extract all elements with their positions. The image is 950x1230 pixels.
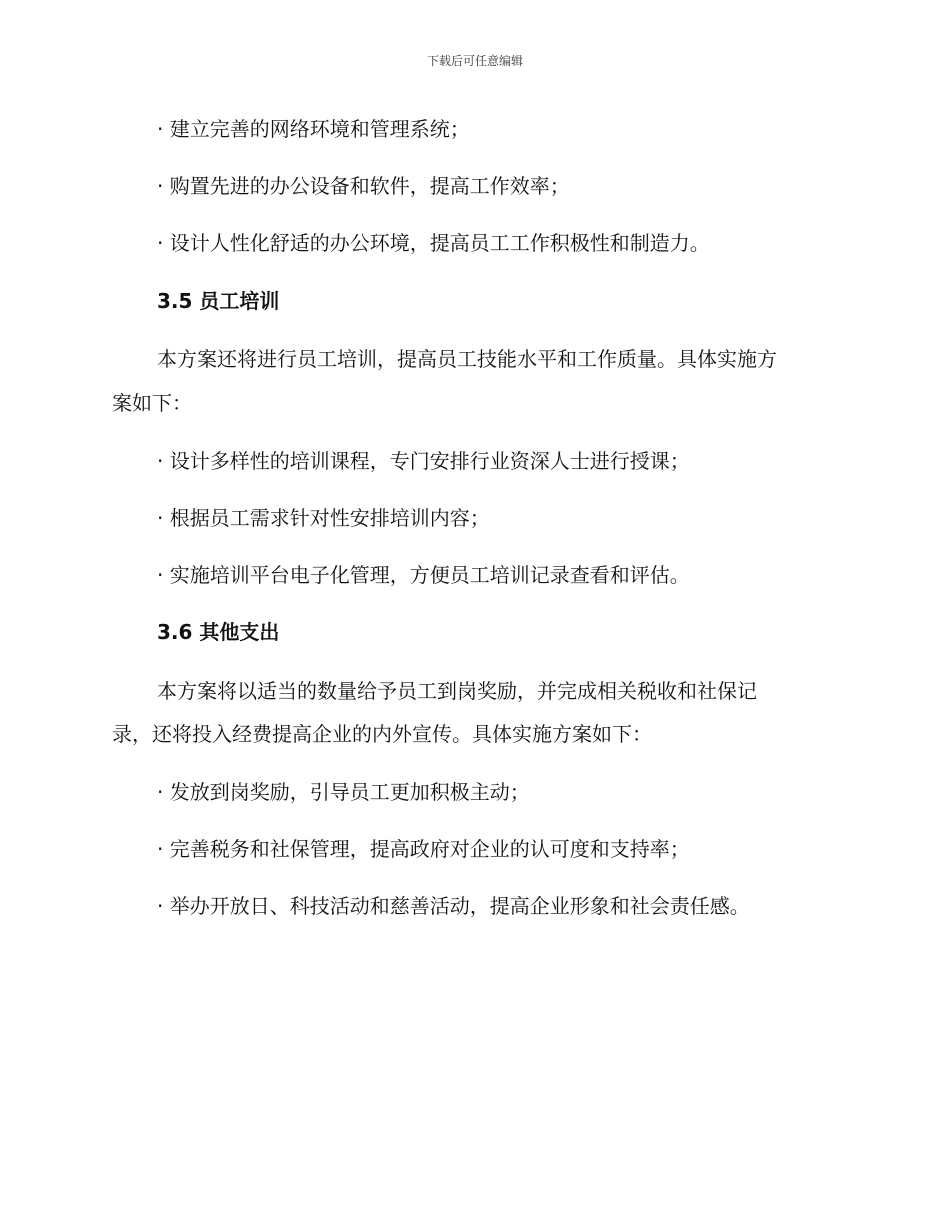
section-heading-3-5: 3.5 员工培训 — [157, 289, 280, 313]
paragraph-3-5-line-2: 案如下： — [112, 391, 192, 415]
bullet-courses: · 设计多样性的培训课程，专门安排行业资深人士进行授课； — [157, 449, 690, 473]
bullet-environment: · 设计人性化舒适的办公环境，提高员工工作积极性和制造力。 — [157, 231, 710, 255]
bullet-rewards: · 发放到岗奖励，引导员工更加积极主动； — [157, 780, 530, 804]
paragraph-3-6-line-2: 录，还将投入经费提高企业的内外宣传。具体实施方案如下： — [112, 722, 652, 746]
paragraph-3-6-line-1: 本方案将以适当的数量给予员工到岗奖励，并完成相关税收和社保记 — [157, 679, 757, 703]
paragraph-3-5-line-1: 本方案还将进行员工培训，提高员工技能水平和工作质量。具体实施方 — [157, 347, 777, 371]
page-header-note: 下载后可任意编辑 — [426, 54, 523, 68]
bullet-equipment: · 购置先进的办公设备和软件，提高工作效率； — [157, 174, 570, 198]
section-heading-3-6: 3.6 其他支出 — [157, 620, 280, 644]
bullet-events: · 举办开放日、科技活动和慈善活动，提高企业形象和社会责任感。 — [157, 894, 750, 918]
bullet-tax: · 完善税务和社保管理，提高政府对企业的认可度和支持率； — [157, 837, 690, 861]
bullet-network: · 建立完善的网络环境和管理系统； — [157, 117, 470, 141]
bullet-needs: · 根据员工需求针对性安排培训内容； — [157, 506, 490, 530]
bullet-platform: · 实施培训平台电子化管理，方便员工培训记录查看和评估。 — [157, 563, 690, 587]
